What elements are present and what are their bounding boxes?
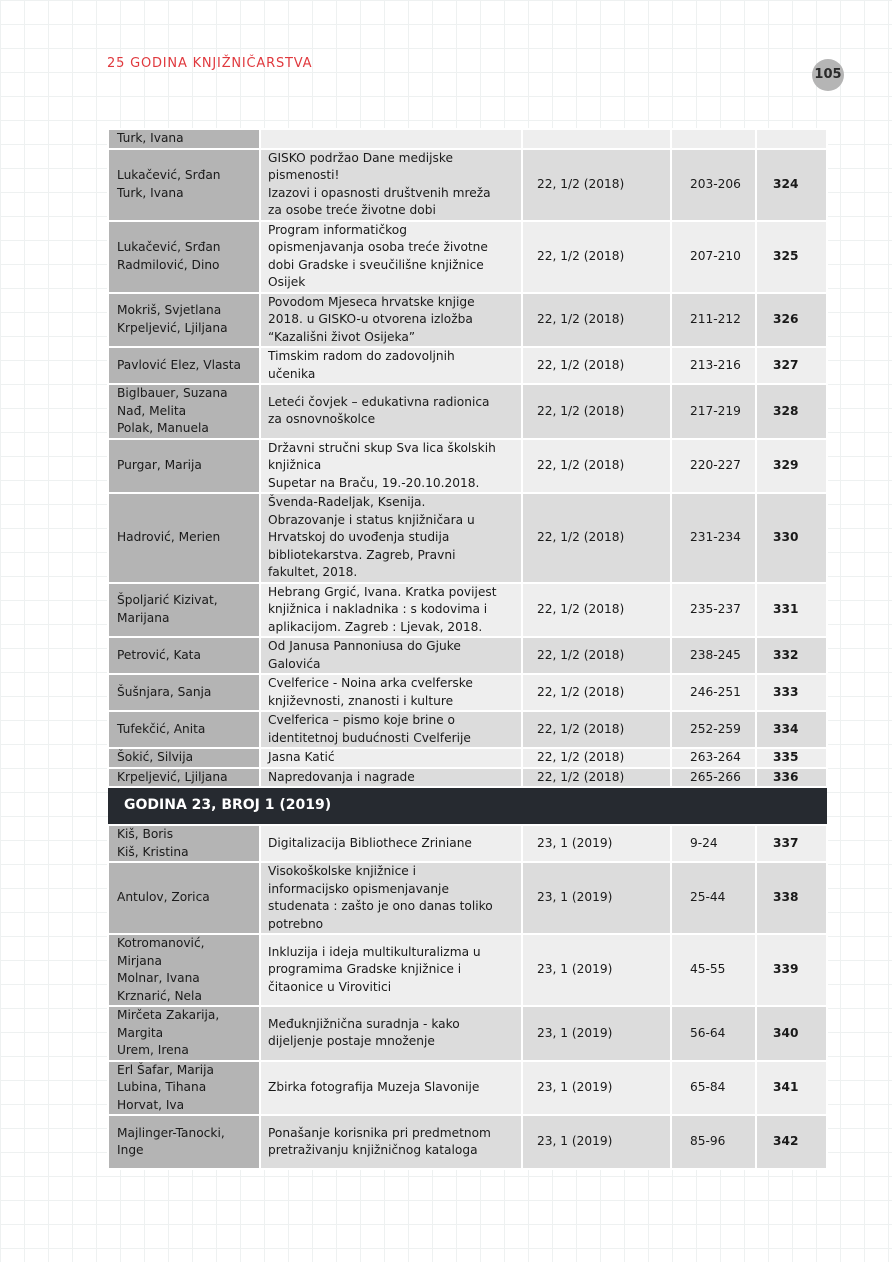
pages-cell: 65-84: [671, 1061, 756, 1116]
author-name: Kotromanović,: [117, 936, 205, 950]
title-line: Galovića: [268, 656, 321, 671]
title-line: Zbirka fotografija Muzeja Slavonije: [268, 1080, 480, 1094]
pages-cell: 263-264: [671, 748, 756, 768]
pages-cell: [671, 129, 756, 149]
author-name: Urem, Irena: [117, 1043, 189, 1057]
title-line: čitaonice u Virovitici: [268, 979, 392, 994]
page-number-badge: 105: [812, 59, 844, 91]
volume-cell: 22, 1/2 (2018): [522, 637, 671, 674]
author-cell: [108, 1006, 260, 1061]
table-body-2018: [108, 129, 827, 787]
author-name: Šušnjara, Sanja: [117, 684, 212, 699]
table-row: [108, 221, 827, 293]
entry-number-cell: 338: [756, 862, 827, 934]
entry-number-cell: 324: [756, 149, 827, 221]
author-cell: [108, 149, 260, 221]
author-name: Turk, Ivana: [117, 131, 184, 145]
pages-cell: 213-216: [671, 347, 756, 384]
running-header: 25 GODINA KNJIŽNIČARSTVA: [107, 56, 313, 71]
table-row: [108, 674, 827, 711]
entry-number-cell: 341: [756, 1061, 827, 1116]
table-row: [108, 1115, 827, 1169]
author-name: Inge: [117, 1143, 144, 1157]
title-line: identitetnoj budućnosti Cvelferije: [268, 730, 471, 745]
entry-number-cell: 327: [756, 347, 827, 384]
author-name: Špoljarić Kizivat,: [117, 593, 218, 608]
title-cell: [260, 293, 522, 348]
title-cell: [260, 221, 522, 293]
pages-cell: 203-206: [671, 149, 756, 221]
entry-number-cell: 339: [756, 934, 827, 1006]
title-cell: [260, 748, 522, 768]
table-row: [108, 825, 827, 862]
volume-cell: 23, 1 (2019): [522, 862, 671, 934]
section-heading: GODINA 23, BROJ 1 (2019): [108, 787, 827, 825]
title-cell: [260, 1115, 522, 1169]
entry-number-cell: 325: [756, 221, 827, 293]
author-cell: [108, 674, 260, 711]
author-name: Marijana: [117, 610, 170, 625]
title-line: Cvelferice - Noina arka cvelferske: [268, 676, 473, 690]
author-name: Lukačević, Srđan: [117, 168, 221, 182]
volume-cell: 22, 1/2 (2018): [522, 293, 671, 348]
title-line: Švenda-Radeljak, Ksenija.: [268, 495, 426, 509]
title-cell: [260, 583, 522, 638]
title-line: studenata : zašto je ono danas toliko: [268, 899, 493, 913]
title-cell: [260, 768, 522, 788]
entry-number-cell: 342: [756, 1115, 827, 1169]
table-body-2019: [108, 825, 827, 1169]
table-row: [108, 583, 827, 638]
entry-number-cell: 332: [756, 637, 827, 674]
volume-cell: 22, 1/2 (2018): [522, 748, 671, 768]
author-cell: [108, 293, 260, 348]
title-cell: [260, 825, 522, 862]
entry-number-cell: 326: [756, 293, 827, 348]
pages-cell: 238-245: [671, 637, 756, 674]
table-row: [108, 1061, 827, 1116]
author-name: Mirčeta Zakarija,: [117, 1008, 220, 1022]
title-line: “Kazališni život Osijeka”: [268, 329, 416, 344]
title-line: fakultet, 2018.: [268, 565, 358, 579]
entry-number-cell: [756, 129, 827, 149]
title-line: Državni stručni skup Sva lica školskih: [268, 440, 496, 455]
pages-cell: 246-251: [671, 674, 756, 711]
pages-cell: 265-266: [671, 768, 756, 788]
entry-number-cell: 334: [756, 711, 827, 748]
author-name: Pavlović Elez, Vlasta: [117, 357, 242, 372]
volume-cell: 22, 1/2 (2018): [522, 439, 671, 494]
table-row: [108, 347, 827, 384]
author-name: Krpeljević, Ljiljana: [117, 320, 228, 335]
author-name: Majlinger-Tanocki,: [117, 1125, 225, 1140]
author-name: Hadrović, Merien: [117, 530, 221, 544]
title-line: Timskim radom do zadovoljnih: [268, 349, 455, 363]
pages-cell: 45-55: [671, 934, 756, 1006]
title-line: knjižnica: [268, 458, 322, 472]
section-divider: [108, 787, 827, 825]
volume-cell: 22, 1/2 (2018): [522, 711, 671, 748]
author-cell: [108, 934, 260, 1006]
pages-cell: 217-219: [671, 384, 756, 439]
title-line: za osnovnoškolce: [268, 412, 376, 427]
author-cell: [108, 1061, 260, 1116]
author-name: Šokić, Silvija: [117, 750, 194, 764]
entry-number-cell: 340: [756, 1006, 827, 1061]
author-cell: [108, 221, 260, 293]
entry-number-cell: 331: [756, 583, 827, 638]
title-line: Inkluzija i ideja multikulturalizma u: [268, 944, 481, 959]
title-line: opismenjavanja osoba treće životne: [268, 240, 488, 254]
title-line: dobi Gradske i sveučilišne knjižnice: [268, 257, 484, 272]
volume-cell: 22, 1/2 (2018): [522, 149, 671, 221]
title-line: Osijek: [268, 275, 306, 289]
author-cell: [108, 825, 260, 862]
pages-cell: 9-24: [671, 825, 756, 862]
author-name: Antulov, Zorica: [117, 890, 210, 905]
title-line: 2018. u GISKO-u otvorena izložba: [268, 312, 473, 326]
title-line: pretraživanju knjižničnog kataloga: [268, 1143, 478, 1157]
table-row: [108, 129, 827, 149]
author-name: Tufekčić, Anita: [117, 721, 206, 736]
title-line: knjižnica i nakladnika : s kodovima i: [268, 602, 488, 616]
author-name: Turk, Ivana: [117, 185, 184, 200]
entry-number-cell: 336: [756, 768, 827, 788]
volume-cell: 22, 1/2 (2018): [522, 674, 671, 711]
entry-number-cell: 337: [756, 825, 827, 862]
title-line: informacijsko opismenjavanje: [268, 881, 449, 896]
pages-cell: 25-44: [671, 862, 756, 934]
title-line: Povodom Mjeseca hrvatske knjige: [268, 294, 475, 309]
volume-cell: 22, 1/2 (2018): [522, 221, 671, 293]
author-name: Polak, Manuela: [117, 421, 209, 435]
author-name: Mirjana: [117, 953, 162, 968]
author-cell: [108, 129, 260, 149]
title-line: Visokoškolske knjižnice i: [268, 864, 417, 878]
title-line: potrebno: [268, 916, 324, 931]
author-name: Erl Šafar, Marija: [117, 1062, 214, 1077]
pages-cell: 235-237: [671, 583, 756, 638]
title-line: Leteći čovjek – edukativna radionica: [268, 394, 490, 409]
title-line: pismenosti!: [268, 168, 340, 182]
title-line: GISKO podržao Dane medijske: [268, 150, 454, 165]
bibliography-table: [107, 128, 828, 1170]
pages-cell: 85-96: [671, 1115, 756, 1169]
table-row: [108, 1006, 827, 1061]
author-cell: [108, 1115, 260, 1169]
volume-cell: 22, 1/2 (2018): [522, 583, 671, 638]
volume-cell: 22, 1/2 (2018): [522, 384, 671, 439]
title-cell: [260, 149, 522, 221]
table-row: [108, 293, 827, 348]
entry-number-cell: 328: [756, 384, 827, 439]
author-cell: [108, 748, 260, 768]
author-cell: [108, 583, 260, 638]
title-cell: [260, 1061, 522, 1116]
title-cell: [260, 862, 522, 934]
title-cell: [260, 493, 522, 583]
author-name: Lubina, Tihana: [117, 1080, 207, 1094]
author-cell: [108, 384, 260, 439]
title-cell: [260, 384, 522, 439]
table-row: [108, 768, 827, 788]
pages-cell: 207-210: [671, 221, 756, 293]
title-line: aplikacijom. Zagreb : Ljevak, 2018.: [268, 619, 483, 634]
title-line: Supetar na Braču, 19.-20.10.2018.: [268, 475, 480, 490]
title-line: Hrvatskoj do uvođenja studija: [268, 530, 450, 544]
title-line: za osobe treće životne dobi: [268, 203, 436, 217]
title-line: učenika: [268, 366, 316, 381]
pages-cell: 231-234: [671, 493, 756, 583]
author-name: Nađ, Melita: [117, 403, 187, 418]
title-line: programima Gradske knjižnice i: [268, 962, 462, 977]
table-row: [108, 748, 827, 768]
volume-cell: 22, 1/2 (2018): [522, 493, 671, 583]
title-cell: [260, 347, 522, 384]
author-name: Kiš, Kristina: [117, 844, 189, 859]
volume-cell: 23, 1 (2019): [522, 934, 671, 1006]
title-line: Izazovi i opasnosti društvenih mreža: [268, 185, 491, 200]
title-cell: [260, 129, 522, 149]
title-cell: [260, 674, 522, 711]
table-row: [108, 384, 827, 439]
title-line: Međuknjižnična suradnja - kako: [268, 1016, 460, 1031]
pages-cell: 252-259: [671, 711, 756, 748]
title-line: Obrazovanje i status knjižničara u: [268, 512, 475, 527]
volume-cell: 22, 1/2 (2018): [522, 768, 671, 788]
author-cell: [108, 439, 260, 494]
volume-cell: 23, 1 (2019): [522, 825, 671, 862]
entry-number-cell: 329: [756, 439, 827, 494]
author-name: Margita: [117, 1025, 164, 1040]
pages-cell: 220-227: [671, 439, 756, 494]
table-row: [108, 711, 827, 748]
title-line: Jasna Katić: [268, 750, 335, 764]
volume-cell: 23, 1 (2019): [522, 1115, 671, 1169]
author-cell: [108, 493, 260, 583]
table-row: [108, 439, 827, 494]
pages-cell: 211-212: [671, 293, 756, 348]
pages-cell: 56-64: [671, 1006, 756, 1061]
entry-number-cell: 335: [756, 748, 827, 768]
title-cell: [260, 711, 522, 748]
volume-cell: 23, 1 (2019): [522, 1061, 671, 1116]
author-name: Krznarić, Nela: [117, 988, 202, 1003]
author-name: Kiš, Boris: [117, 827, 174, 841]
title-cell: [260, 637, 522, 674]
author-name: Biglbauer, Suzana: [117, 386, 228, 400]
author-name: Lukačević, Srđan: [117, 240, 221, 254]
title-cell: [260, 934, 522, 1006]
volume-cell: 22, 1/2 (2018): [522, 347, 671, 384]
author-name: Mokriš, Svjetlana: [117, 303, 222, 318]
table-row: [108, 637, 827, 674]
author-cell: [108, 711, 260, 748]
title-line: Od Janusa Pannoniusa do Gjuke: [268, 639, 461, 653]
table-row: [108, 862, 827, 934]
table-row: [108, 149, 827, 221]
author-cell: [108, 768, 260, 788]
author-name: Petrović, Kata: [117, 647, 201, 662]
author-name: Purgar, Marija: [117, 458, 202, 472]
title-line: Digitalizacija Bibliothece Zriniane: [268, 835, 472, 850]
volume-cell: 23, 1 (2019): [522, 1006, 671, 1061]
section-header-row: [108, 787, 827, 825]
table-row: [108, 934, 827, 1006]
title-line: Cvelferica – pismo koje brine o: [268, 713, 456, 727]
author-name: Horvat, Iva: [117, 1097, 185, 1112]
author-cell: [108, 637, 260, 674]
author-name: Radmilović, Dino: [117, 257, 220, 272]
title-line: Napredovanja i nagrade: [268, 769, 415, 784]
title-cell: [260, 1006, 522, 1061]
author-cell: [108, 347, 260, 384]
title-line: bibliotekarstva. Zagreb, Pravni: [268, 547, 456, 562]
table-row: [108, 493, 827, 583]
title-line: dijeljenje postaje množenje: [268, 1034, 435, 1049]
author-cell: [108, 862, 260, 934]
entry-number-cell: 333: [756, 674, 827, 711]
author-name: Krpeljević, Ljiljana: [117, 769, 228, 784]
title-line: Program informatičkog: [268, 222, 407, 237]
title-line: književnosti, znanosti i kulture: [268, 693, 454, 708]
title-cell: [260, 439, 522, 494]
entry-number-cell: 330: [756, 493, 827, 583]
volume-cell: [522, 129, 671, 149]
title-line: Ponašanje korisnika pri predmetnom: [268, 1125, 491, 1140]
title-line: Hebrang Grgić, Ivana. Kratka povijest: [268, 584, 497, 599]
author-name: Molnar, Ivana: [117, 971, 200, 985]
